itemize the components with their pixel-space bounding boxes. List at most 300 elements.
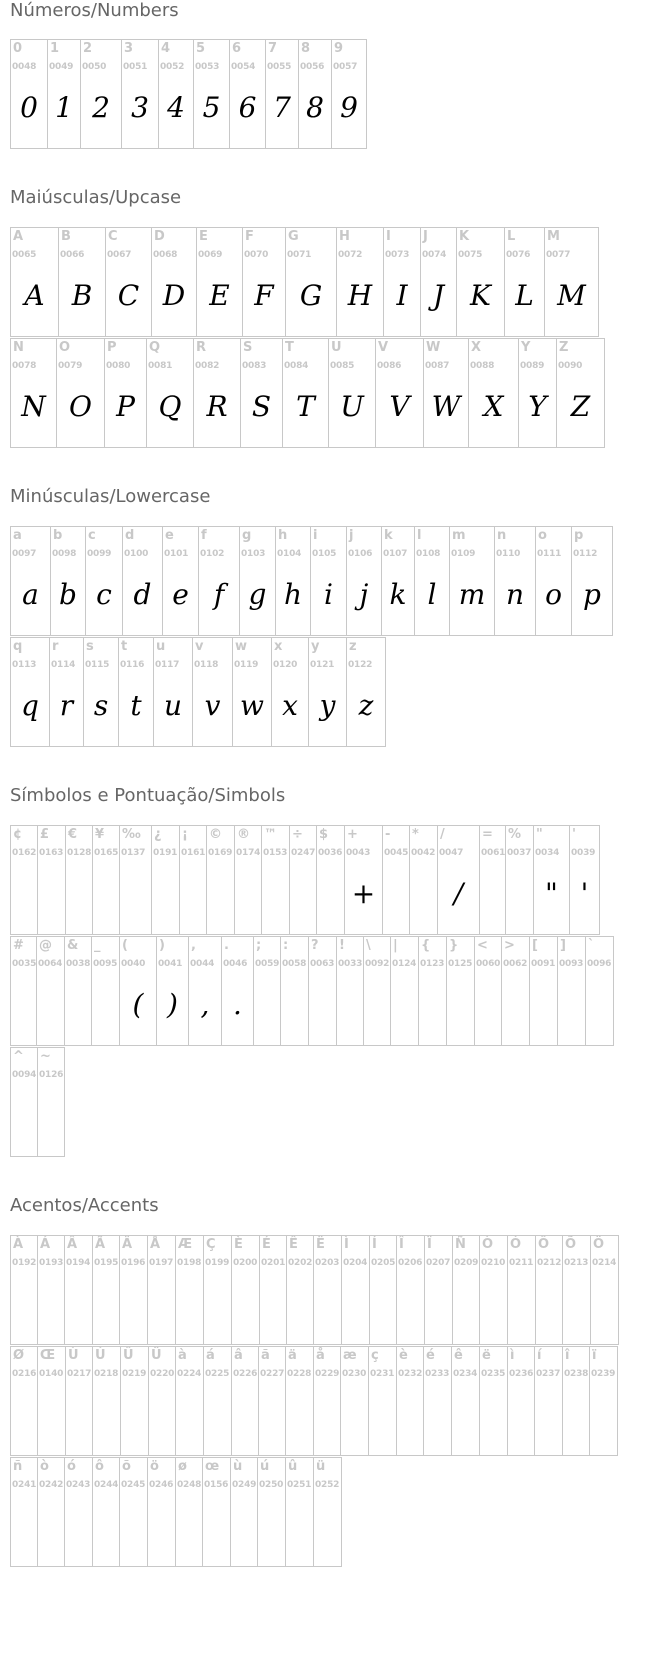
glyph-code: 0161 [181, 848, 206, 858]
glyph-label: X [471, 340, 482, 355]
glyph-cell [152, 227, 197, 337]
glyph-code: 0100 [124, 549, 149, 559]
glyph-code: 0094 [12, 1070, 37, 1080]
glyph-label: 1 [50, 41, 60, 56]
glyph-code: 0095 [93, 959, 118, 969]
glyph-code: 0116 [120, 660, 145, 670]
glyph-label: V [378, 340, 389, 355]
glyph-code: 0246 [149, 1480, 174, 1490]
glyph-code: 0062 [503, 959, 528, 969]
glyph-cell [508, 1235, 536, 1345]
glyph-label: ï [592, 1348, 597, 1363]
glyph-cell [563, 1235, 591, 1345]
glyph-label: æ [343, 1348, 357, 1363]
glyph-code: 0033 [338, 959, 363, 969]
glyph-cell [232, 1235, 260, 1345]
glyph-label: U [331, 340, 342, 355]
glyph-label: { [421, 938, 431, 953]
glyph-cell [154, 637, 193, 747]
glyph-code: 0119 [234, 660, 259, 670]
glyph-label: s [86, 639, 94, 654]
glyph-preview: . [233, 988, 242, 1021]
glyph-row [10, 1235, 619, 1345]
glyph-code: 0088 [470, 361, 495, 371]
glyph-label: ä [288, 1348, 297, 1363]
glyph-cell [495, 526, 536, 636]
glyph-code: 0074 [422, 250, 447, 260]
glyph-code: 0043 [346, 848, 371, 858]
glyph-code: 0071 [287, 250, 312, 260]
glyph-label: Ú [95, 1348, 106, 1363]
glyph-cell [120, 825, 152, 935]
glyph-cell [157, 936, 189, 1046]
glyph-preview: h [283, 578, 303, 611]
glyph-code: 0082 [195, 361, 220, 371]
glyph-cell [536, 526, 572, 636]
glyph-code: 0242 [39, 1480, 64, 1490]
glyph-cell [314, 1235, 342, 1345]
glyph-label: C [108, 229, 118, 244]
glyph-code: 0068 [153, 250, 178, 260]
glyph-label: ) [159, 938, 165, 953]
glyph-cell [480, 825, 506, 935]
glyph-code: 0192 [12, 1258, 37, 1268]
glyph-label: * [412, 827, 419, 842]
glyph-label: r [52, 639, 59, 654]
glyph-cell [480, 1235, 508, 1345]
glyph-label: Ã [95, 1237, 106, 1252]
glyph-cell [38, 1047, 65, 1157]
glyph-label: ® [237, 827, 250, 842]
glyph-code: 0035 [12, 959, 37, 969]
glyph-code: 0239 [591, 1369, 616, 1379]
glyph-cell [231, 1457, 258, 1567]
glyph-label: Ó [510, 1237, 522, 1252]
glyph-cell [563, 1346, 590, 1456]
glyph-cell [10, 936, 37, 1046]
glyph-label: x [274, 639, 283, 654]
glyph-code: 0169 [208, 848, 233, 858]
glyph-cell [66, 825, 93, 935]
glyph-cell [506, 825, 534, 935]
glyph-code: 0086 [377, 361, 402, 371]
glyph-cell [10, 825, 38, 935]
glyph-cell [51, 526, 86, 636]
glyph-cell [180, 825, 207, 935]
glyph-label: Ç [206, 1237, 216, 1252]
glyph-cell [311, 526, 347, 636]
glyph-label: Z [559, 340, 569, 355]
glyph-label: y [311, 639, 320, 654]
glyph-label: ( [122, 938, 128, 953]
glyph-preview: S [251, 390, 272, 423]
glyph-code: 0249 [232, 1480, 257, 1490]
glyph-label: A [13, 229, 24, 244]
glyph-label: 7 [268, 41, 278, 56]
glyph-label: ñ [13, 1459, 23, 1474]
glyph-code: 0084 [284, 361, 309, 371]
glyph-cell [287, 1235, 314, 1345]
glyph-preview: 2 [92, 91, 110, 124]
glyph-code: 0228 [287, 1369, 312, 1379]
glyph-label: ø [178, 1459, 187, 1474]
glyph-label: F [245, 229, 254, 244]
glyph-label: D [154, 229, 165, 244]
glyph-code: 0122 [348, 660, 373, 670]
glyph-label: Ä [122, 1237, 133, 1252]
glyph-label: ú [260, 1459, 270, 1474]
glyph-label: c [88, 528, 96, 543]
glyph-preview: Z [570, 390, 591, 423]
glyph-preview: A [24, 279, 45, 312]
glyph-code: 0212 [537, 1258, 562, 1268]
glyph-cell [337, 227, 384, 337]
glyph-label: Õ [565, 1237, 577, 1252]
glyph-code: 0073 [385, 250, 410, 260]
glyph-cell [38, 1457, 65, 1567]
glyph-code: 0109 [451, 549, 476, 559]
glyph-cell [447, 936, 475, 1046]
glyph-cell [197, 227, 243, 337]
glyph-code: 0112 [573, 549, 598, 559]
glyph-label: j [349, 528, 354, 543]
glyph-label: | [393, 938, 398, 953]
glyph-preview: v [204, 689, 221, 722]
glyph-cell [38, 1235, 65, 1345]
glyph-label: T [285, 340, 294, 355]
glyph-code: 0041 [158, 959, 183, 969]
glyph-label: K [459, 229, 470, 244]
glyph-preview: 8 [306, 91, 324, 124]
glyph-code: 0115 [85, 660, 110, 670]
glyph-label: ÷ [292, 827, 303, 842]
glyph-cell [345, 825, 383, 935]
glyph-cell [286, 227, 337, 337]
glyph-preview: ) [167, 988, 178, 1021]
glyph-label: u [156, 639, 166, 654]
glyph-cell [519, 338, 557, 448]
glyph-cell [591, 1235, 619, 1345]
glyph-label: , [191, 938, 196, 953]
glyph-cell [119, 637, 154, 747]
glyph-code: 0195 [94, 1258, 119, 1268]
glyph-cell [586, 936, 614, 1046]
glyph-label: ? [311, 938, 319, 953]
glyph-cell [37, 936, 65, 1046]
glyph-preview: e [172, 578, 189, 611]
glyph-label: _ [94, 938, 101, 953]
glyph-code: 0070 [244, 250, 269, 260]
glyph-cell [66, 1346, 93, 1456]
glyph-code: 0067 [107, 250, 132, 260]
glyph-cell [159, 39, 194, 149]
glyph-code: 0106 [348, 549, 373, 559]
glyph-preview: B [71, 279, 93, 312]
glyph-code: 0064 [38, 959, 63, 969]
glyph-label: € [68, 827, 78, 842]
glyph-code: 0128 [67, 848, 92, 858]
glyph-code: 0219 [122, 1369, 147, 1379]
glyph-preview: k [389, 578, 407, 611]
glyph-cell [258, 1457, 286, 1567]
glyph-label: ¢ [13, 827, 23, 842]
glyph-cell [194, 338, 241, 448]
glyph-code: 0140 [39, 1369, 64, 1379]
glyph-label: ‰ [122, 827, 141, 842]
glyph-code: 0202 [288, 1258, 313, 1268]
glyph-label: f [201, 528, 207, 543]
glyph-code: 0105 [312, 549, 337, 559]
glyph-code: 0110 [496, 549, 521, 559]
glyph-preview: a [22, 578, 39, 611]
glyph-cell [48, 39, 81, 149]
glyph-cell [199, 526, 240, 636]
glyph-label: Æ [178, 1237, 193, 1252]
glyph-preview: z [358, 689, 374, 722]
glyph-code: 0055 [267, 62, 292, 72]
glyph-label: ¿ [154, 827, 162, 842]
glyph-code: 0053 [195, 62, 220, 72]
glyph-code: 0137 [121, 848, 146, 858]
glyph-cell [240, 526, 276, 636]
glyph-code: 0156 [204, 1480, 229, 1490]
glyph-preview: m [458, 578, 486, 611]
glyph-preview: C [117, 279, 140, 312]
glyph-code: 0117 [155, 660, 180, 670]
glyph-label: 2 [83, 41, 93, 56]
glyph-preview: q [21, 689, 39, 722]
glyph-label: + [347, 827, 358, 842]
glyph-preview: o [545, 578, 562, 611]
glyph-preview: U [340, 390, 364, 423]
glyph-code: 0111 [537, 549, 562, 559]
glyph-cell [176, 1457, 203, 1567]
glyph-cell [337, 936, 364, 1046]
glyph-preview: F [254, 279, 274, 312]
glyph-code: 0102 [200, 549, 225, 559]
glyph-preview: / [453, 877, 464, 910]
glyph-code: 0090 [558, 361, 583, 371]
glyph-label: ] [560, 938, 566, 953]
glyph-preview: s [93, 689, 109, 722]
glyph-label: I [386, 229, 391, 244]
glyph-row [10, 1047, 65, 1157]
glyph-cell [147, 338, 194, 448]
glyph-label: ê [454, 1348, 463, 1363]
glyph-cell [106, 227, 152, 337]
glyph-cell [369, 1346, 397, 1456]
glyph-label: M [547, 229, 560, 244]
glyph-label: n [497, 528, 507, 543]
glyph-cell [152, 825, 180, 935]
glyph-label: : [283, 938, 289, 953]
glyph-label: Á [40, 1237, 51, 1252]
glyph-label: ì [510, 1348, 515, 1363]
glyph-label: } [449, 938, 459, 953]
glyph-cell [222, 936, 254, 1046]
glyph-label: P [107, 340, 117, 355]
glyph-cell [283, 338, 329, 448]
glyph-label: ! [339, 938, 345, 953]
glyph-code: 0236 [509, 1369, 534, 1379]
glyph-cell [332, 39, 367, 149]
glyph-cell [148, 1235, 176, 1345]
glyph-cell [10, 1235, 38, 1345]
glyph-label: Í [372, 1237, 377, 1252]
glyph-label: Â [67, 1237, 78, 1252]
glyph-cell [38, 825, 66, 935]
glyph-label: . [224, 938, 229, 953]
glyph-label: t [121, 639, 128, 654]
glyph-cell [241, 338, 283, 448]
glyph-label: 9 [334, 41, 344, 56]
glyph-code: 0050 [82, 62, 107, 72]
glyph-code: 0244 [94, 1480, 119, 1490]
glyph-cell [415, 526, 450, 636]
glyph-cell [65, 936, 92, 1046]
glyph-label: b [53, 528, 63, 543]
glyph-cell [290, 825, 317, 935]
glyph-cell [341, 1346, 369, 1456]
glyph-preview: D [162, 279, 186, 312]
glyph-label: = [482, 827, 493, 842]
section-title: Acentos/Accents [10, 1195, 159, 1216]
glyph-preview: i [324, 578, 333, 611]
glyph-label: â [234, 1348, 243, 1363]
glyph-code: 0118 [194, 660, 219, 670]
glyph-code: 0114 [51, 660, 76, 670]
glyph-preview: 5 [202, 91, 221, 124]
glyph-cell [276, 526, 311, 636]
glyph-cell [93, 825, 120, 935]
glyph-label: Û [123, 1348, 134, 1363]
glyph-label: õ [122, 1459, 131, 1474]
glyph-code: 0040 [121, 959, 146, 969]
glyph-cell [309, 936, 337, 1046]
glyph-code: 0058 [282, 959, 307, 969]
glyph-cell [384, 227, 421, 337]
glyph-code: 0234 [453, 1369, 478, 1379]
glyph-code: 0101 [164, 549, 189, 559]
glyph-code: 0210 [481, 1258, 506, 1268]
glyph-cell [259, 1346, 286, 1456]
glyph-code: 0233 [425, 1369, 450, 1379]
glyph-cell [452, 1346, 480, 1456]
glyph-label: à [178, 1348, 187, 1363]
glyph-label: Ö [593, 1237, 605, 1252]
glyph-label: 4 [161, 41, 171, 56]
glyph-code: 0108 [416, 549, 441, 559]
glyph-cell [38, 1346, 66, 1456]
glyph-label: 5 [196, 41, 206, 56]
glyph-cell [105, 338, 147, 448]
glyph-preview: 6 [238, 91, 257, 124]
glyph-code: 0087 [425, 361, 450, 371]
glyph-cell [469, 338, 519, 448]
glyph-label: ô [95, 1459, 104, 1474]
glyph-cell [536, 1235, 563, 1345]
glyph-preview: p [583, 578, 601, 611]
glyph-cell [93, 1235, 120, 1345]
glyph-preview: W [431, 390, 461, 423]
glyph-preview: K [470, 279, 491, 312]
glyph-preview: X [483, 390, 504, 423]
glyph-code: 0226 [233, 1369, 258, 1379]
glyph-code: 0225 [205, 1369, 230, 1379]
glyph-code: 0051 [123, 62, 148, 72]
glyph-row [10, 825, 600, 935]
glyph-preview: Q [158, 390, 182, 423]
glyph-code: 0243 [66, 1480, 91, 1490]
glyph-code: 0251 [287, 1480, 312, 1490]
glyph-code: 0046 [223, 959, 248, 969]
glyph-label: 8 [301, 41, 311, 56]
glyph-preview: 1 [55, 91, 73, 124]
glyph-code: 0076 [506, 250, 531, 260]
glyph-code: 0104 [277, 549, 302, 559]
glyph-cell [84, 637, 119, 747]
glyph-preview: b [59, 578, 77, 611]
glyph-preview: r [59, 689, 74, 722]
glyph-label: v [195, 639, 204, 654]
glyph-label: J [423, 229, 428, 244]
glyph-cell [410, 825, 438, 935]
glyph-code: 0083 [242, 361, 267, 371]
glyph-code: 0047 [439, 848, 464, 858]
glyph-cell [10, 1457, 38, 1567]
glyph-row [10, 1457, 342, 1567]
glyph-preview: w [240, 689, 264, 722]
glyph-label: d [125, 528, 135, 543]
glyph-label: & [67, 938, 79, 953]
glyph-cell [189, 936, 222, 1046]
glyph-label: ; [256, 938, 262, 953]
glyph-code: 0037 [507, 848, 532, 858]
glyph-label: Ü [151, 1348, 162, 1363]
glyph-cell [148, 1457, 176, 1567]
glyph-code: 0077 [546, 250, 571, 260]
glyph-cell [176, 1346, 204, 1456]
glyph-preview: u [163, 689, 183, 722]
glyph-code: 0193 [39, 1258, 64, 1268]
glyph-code: 0093 [559, 959, 584, 969]
glyph-cell [243, 227, 286, 337]
glyph-label: p [574, 528, 584, 543]
glyph-code: 0066 [60, 250, 85, 260]
glyph-preview: y [319, 689, 336, 722]
glyph-label: l [417, 528, 422, 543]
glyph-cell [317, 825, 345, 935]
glyph-code: 0078 [12, 361, 37, 371]
glyph-cell [272, 637, 309, 747]
glyph-code: 0044 [190, 959, 215, 969]
glyph-label: £ [40, 827, 50, 842]
glyph-code: 0196 [121, 1258, 146, 1268]
glyph-cell [281, 936, 309, 1046]
glyph-preview: ' [580, 877, 589, 910]
glyph-preview: I [396, 279, 408, 312]
glyph-preview: R [206, 390, 228, 423]
glyph-label: # [13, 938, 24, 953]
glyph-cell [502, 936, 530, 1046]
glyph-label: Ò [482, 1237, 494, 1252]
glyph-cell [299, 39, 332, 149]
glyph-code: 0205 [371, 1258, 396, 1268]
glyph-label: @ [39, 938, 52, 953]
glyph-label: Ø [13, 1348, 25, 1363]
glyph-code: 0165 [94, 848, 119, 858]
glyph-cell [438, 825, 480, 935]
